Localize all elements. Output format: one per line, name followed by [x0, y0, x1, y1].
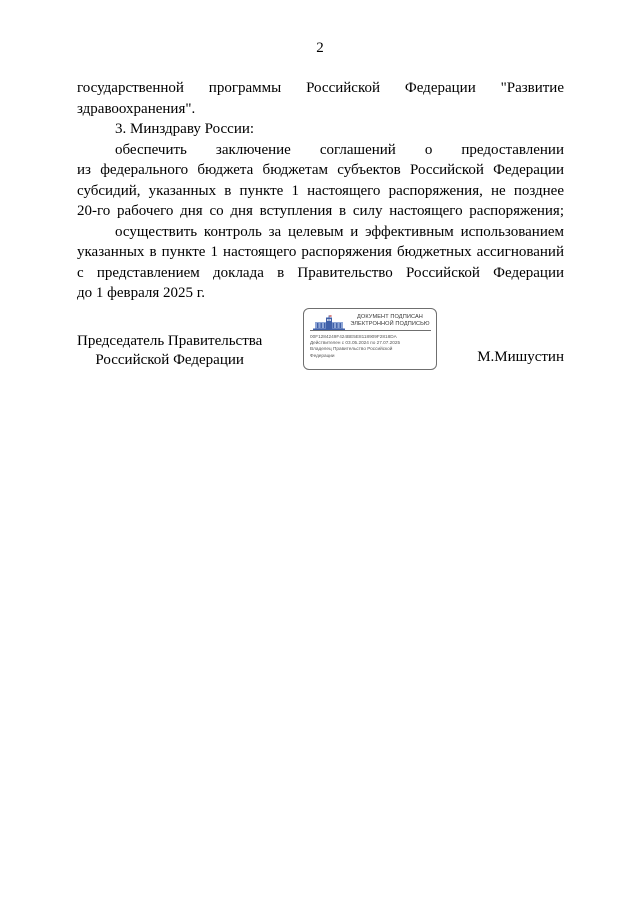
stamp-heading-line: ДОКУМЕНТ ПОДПИСАН	[357, 314, 423, 320]
page-number: 2	[316, 40, 324, 56]
certificate-owner: Владелец Правительство Российской	[310, 346, 393, 352]
government-building-icon	[312, 315, 346, 331]
stamp-heading	[346, 314, 434, 327]
signer-title-line: Российской Федерации	[95, 352, 244, 368]
text-line: 20-го рабочего дня со дня вступления в силу настоящего распоряжения;	[77, 203, 564, 219]
signer-title-line: Председатель Правительства	[77, 333, 263, 349]
electronic-signature-stamp	[303, 308, 437, 370]
document-body	[77, 78, 564, 304]
signer-title	[77, 332, 262, 370]
certificate-validity: Действителен с 03.05.2024 по 27.07.2025	[310, 340, 401, 346]
text-line: здравоохранения".	[77, 100, 196, 117]
certificate-serial: 00F1284249F424BE5E8118909F2818DA	[310, 334, 397, 339]
text-line: с представлением доклада в Правительство Российской Федерации	[77, 264, 564, 281]
text-line: осуществить контроль за целевым и эффективным использованием	[115, 223, 564, 240]
text-line: из федерального бюджета бюджетам субъектов Российской Федерации	[77, 162, 564, 178]
certificate-owner: Федерации	[310, 352, 335, 358]
stamp-heading-line: ЭЛЕКТРОННОЙ ПОДПИСЬЮ	[350, 320, 430, 327]
text-line: обеспечить заключение соглашений о предоставлении	[115, 141, 564, 158]
text-line: субсидий, указанных в пункте 1 настоящего распоряжения, не позднее	[77, 182, 564, 199]
text-line: государственной программы Российской Федерации "Развитие	[77, 80, 564, 96]
signer-name: М.Мишустин	[477, 349, 564, 365]
stamp-divider	[310, 330, 431, 331]
text-line: до 1 февраля 2025 г.	[77, 285, 205, 301]
section-heading: 3. Минздраву России:	[115, 121, 255, 137]
stamp-details	[310, 334, 434, 359]
text-line: указанных в пункте 1 настоящего распоряжения бюджетных ассигнований	[77, 244, 564, 260]
signature-block	[77, 308, 564, 372]
